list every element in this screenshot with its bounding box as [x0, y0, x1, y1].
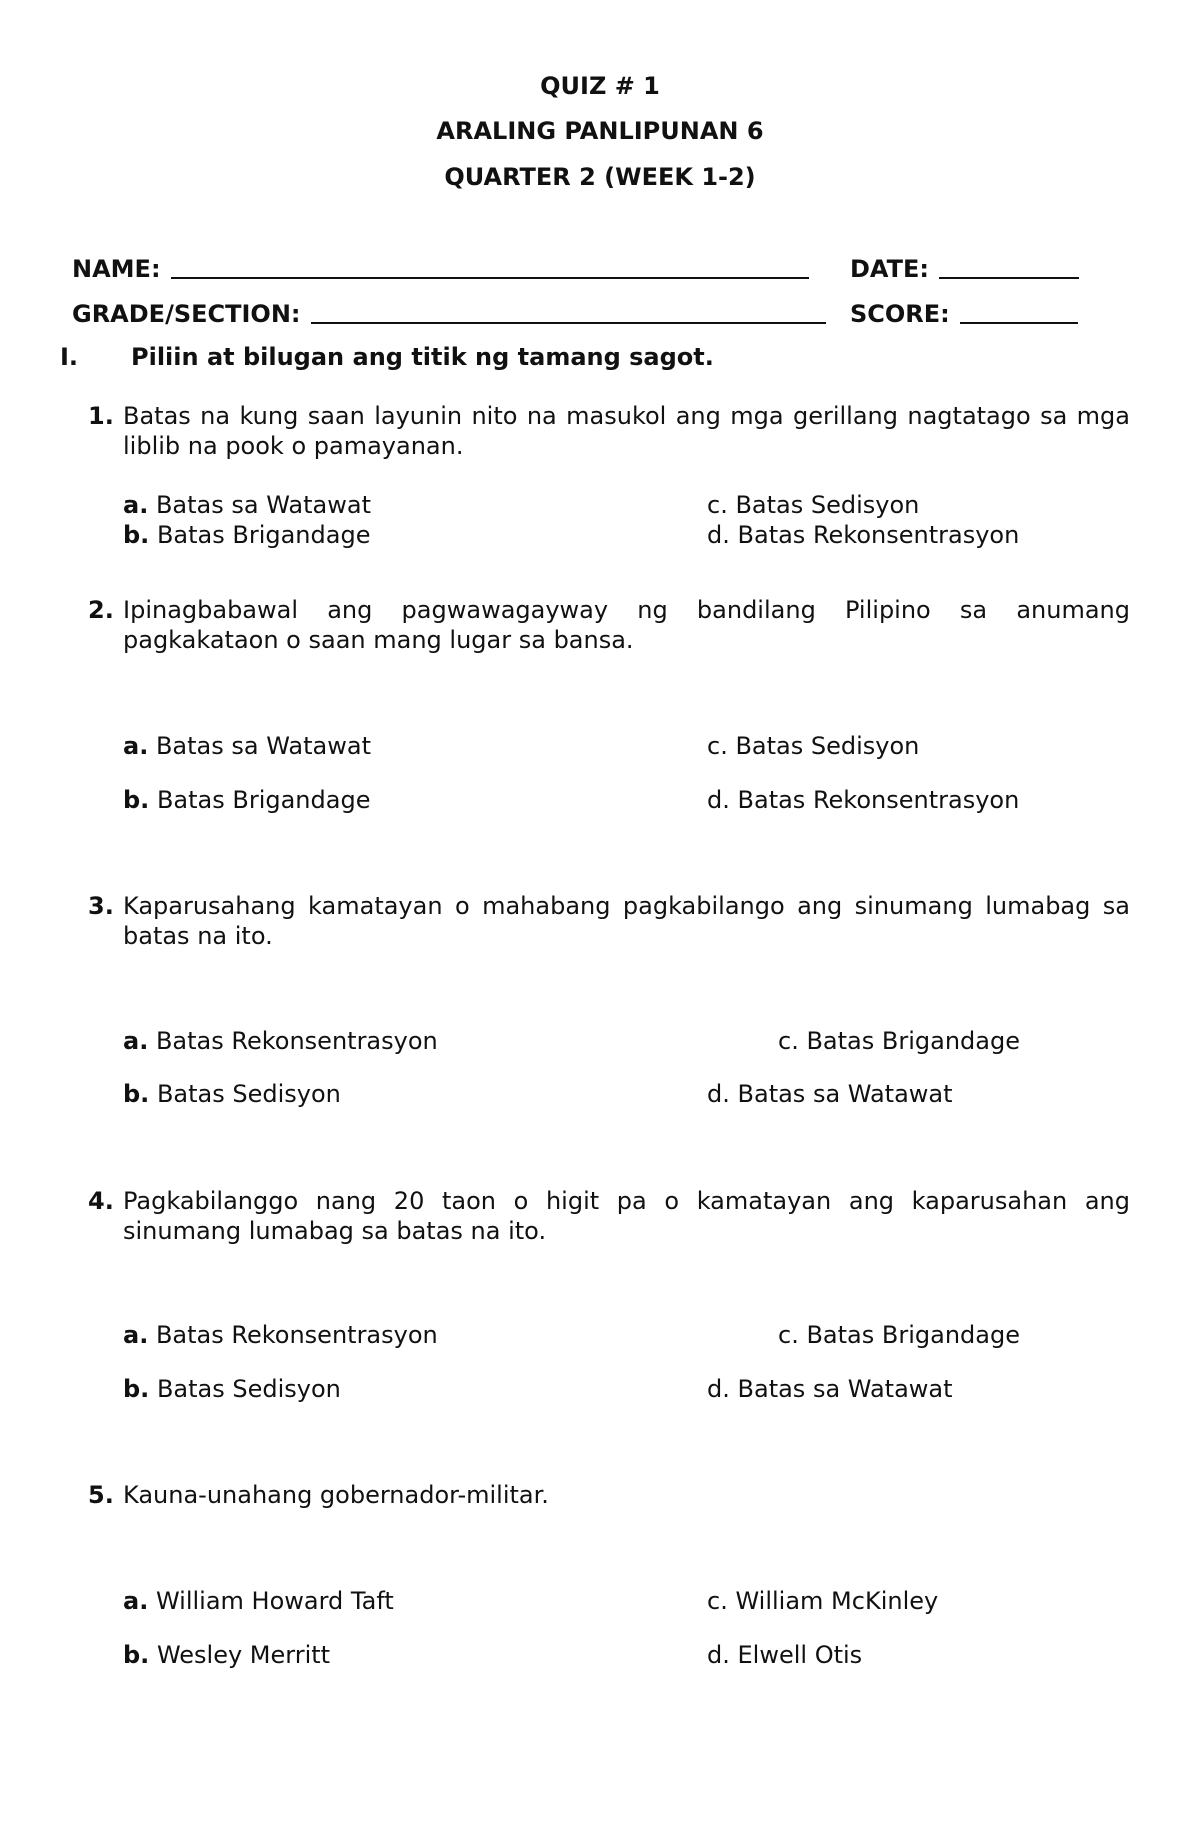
- question-4: [88, 1186, 1130, 1246]
- grade-section-label: GRADE/SECTION:: [72, 300, 301, 328]
- question-number: 3.: [88, 892, 114, 920]
- option-letter: c.: [707, 732, 728, 760]
- option-text: Elwell Otis: [737, 1641, 863, 1669]
- q5-option-b[interactable]: [123, 1641, 330, 1669]
- name-label: NAME:: [72, 255, 161, 283]
- option-text: Batas Sedisyon: [156, 1080, 341, 1108]
- option-letter: d.: [707, 1080, 730, 1108]
- option-text: William McKinley: [735, 1587, 939, 1615]
- option-text: Batas Rekonsentrasyon: [155, 1027, 438, 1055]
- q1-option-c[interactable]: [707, 491, 919, 519]
- option-letter: c.: [778, 1027, 799, 1055]
- q1-option-d[interactable]: [707, 521, 1019, 549]
- question-number: 4.: [88, 1187, 114, 1215]
- option-text: Batas Sedisyon: [156, 1375, 341, 1403]
- question-number: 1.: [88, 402, 114, 430]
- score-label: SCORE:: [850, 300, 950, 328]
- option-text: Batas sa Watawat: [737, 1080, 953, 1108]
- option-letter: a.: [123, 1587, 149, 1615]
- q3-option-c[interactable]: [778, 1027, 1020, 1055]
- question-3: [88, 891, 1130, 951]
- grade-section-field: [72, 298, 826, 328]
- question-5: [88, 1480, 1130, 1510]
- option-text: Batas sa Watawat: [155, 732, 371, 760]
- q5-option-d[interactable]: [707, 1641, 862, 1669]
- option-letter: c.: [707, 491, 728, 519]
- q2-option-b[interactable]: [123, 786, 370, 814]
- option-text: Batas sa Watawat: [737, 1375, 953, 1403]
- option-letter: b.: [123, 1641, 150, 1669]
- section-instruction: Piliin at bilugan ang titik ng tamang sagot.: [131, 343, 714, 371]
- option-text: Batas Brigandage: [156, 786, 371, 814]
- option-letter: a.: [123, 732, 149, 760]
- question-2: [88, 595, 1130, 655]
- name-field: [72, 253, 809, 283]
- quarter-title: QUARTER 2 (WEEK 1-2): [444, 163, 756, 191]
- option-text: Batas Brigandage: [806, 1321, 1020, 1349]
- question-1: [88, 401, 1130, 461]
- question-text: Ipinagbabawal ang pagwawagayway ng bandilang Pilipino sa anumang pagkakataon o saan mang lugar sa bansa.: [123, 596, 1130, 654]
- option-letter: b.: [123, 1375, 150, 1403]
- name-blank-line: [171, 253, 809, 279]
- subject-title: ARALING PANLIPUNAN 6: [436, 117, 764, 145]
- section-numeral: I.: [60, 343, 79, 371]
- q4-option-c[interactable]: [778, 1321, 1020, 1349]
- q4-option-a[interactable]: [123, 1321, 438, 1349]
- option-letter: b.: [123, 521, 150, 549]
- option-letter: d.: [707, 786, 730, 814]
- question-text: Pagkabilanggo nang 20 taon o higit pa o kamatayan ang kaparusahan ang sinumang lumabag sa batas na ito.: [123, 1187, 1130, 1245]
- option-text: Batas sa Watawat: [155, 491, 371, 519]
- option-letter: a.: [123, 1321, 149, 1349]
- date-label: DATE:: [850, 255, 929, 283]
- q2-option-c[interactable]: [707, 732, 919, 760]
- option-text: Batas Brigandage: [156, 521, 371, 549]
- q4-option-d[interactable]: [707, 1375, 953, 1403]
- question-number: 5.: [88, 1481, 114, 1509]
- q2-option-d[interactable]: [707, 786, 1019, 814]
- option-letter: d.: [707, 1641, 730, 1669]
- option-letter: d.: [707, 521, 730, 549]
- date-blank-line: [939, 253, 1079, 279]
- option-letter: d.: [707, 1375, 730, 1403]
- option-text: Wesley Merritt: [156, 1641, 331, 1669]
- score-field: [850, 298, 1078, 328]
- option-text: Batas Sedisyon: [735, 732, 920, 760]
- grade-section-blank-line: [311, 298, 826, 324]
- option-text: Batas Rekonsentrasyon: [155, 1321, 438, 1349]
- option-letter: a.: [123, 491, 149, 519]
- q2-option-a[interactable]: [123, 732, 371, 760]
- q1-option-a[interactable]: [123, 491, 371, 519]
- option-text: Batas Sedisyon: [735, 491, 920, 519]
- q3-option-a[interactable]: [123, 1027, 438, 1055]
- q1-option-b[interactable]: [123, 521, 370, 549]
- score-blank-line: [960, 298, 1078, 324]
- question-number: 2.: [88, 596, 114, 624]
- option-text: Batas Brigandage: [806, 1027, 1020, 1055]
- q5-option-a[interactable]: [123, 1587, 394, 1615]
- option-letter: b.: [123, 1080, 150, 1108]
- q3-option-d[interactable]: [707, 1080, 953, 1108]
- option-letter: c.: [778, 1321, 799, 1349]
- option-letter: a.: [123, 1027, 149, 1055]
- option-letter: b.: [123, 786, 150, 814]
- q5-option-c[interactable]: [707, 1587, 938, 1615]
- q4-option-b[interactable]: [123, 1375, 341, 1403]
- option-text: Batas Rekonsentrasyon: [737, 521, 1020, 549]
- option-text: Batas Rekonsentrasyon: [737, 786, 1020, 814]
- option-text: William Howard Taft: [155, 1587, 394, 1615]
- question-text: Kauna-unahang gobernador-militar.: [123, 1481, 549, 1509]
- option-letter: c.: [707, 1587, 728, 1615]
- question-text: Kaparusahang kamatayan o mahabang pagkabilango ang sinumang lumabag sa batas na ito.: [123, 892, 1130, 950]
- quiz-title: QUIZ # 1: [540, 72, 660, 100]
- date-field: [850, 253, 1079, 283]
- q3-option-b[interactable]: [123, 1080, 341, 1108]
- question-text: Batas na kung saan layunin nito na masukol ang mga gerillang nagtatago sa mga liblib na pook o pamayanan.: [123, 402, 1130, 460]
